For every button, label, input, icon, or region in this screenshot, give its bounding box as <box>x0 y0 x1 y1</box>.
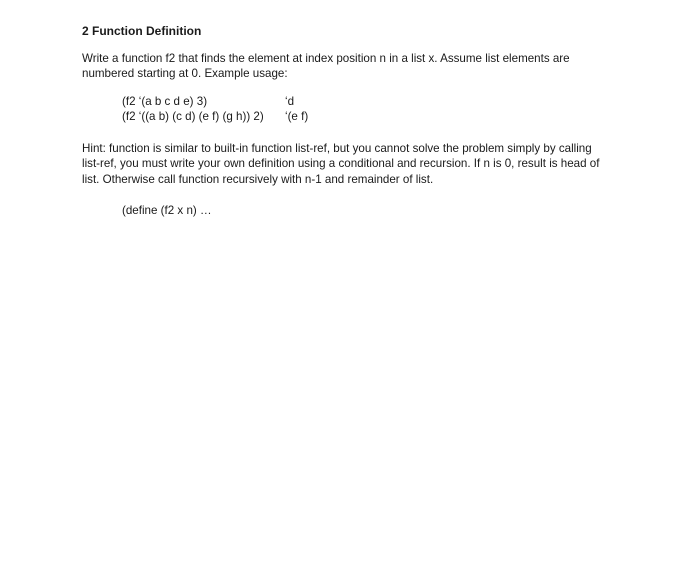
document-page <box>82 24 612 219</box>
example-usage-block <box>122 94 612 125</box>
example-row <box>122 109 612 125</box>
section-heading: 2 Function Definition <box>82 24 202 38</box>
example-result: ‘d <box>285 94 295 108</box>
example-result: ‘(e f) <box>285 110 309 123</box>
define-stub: (define (f2 x n) … <box>122 204 212 217</box>
example-row <box>122 94 612 110</box>
intro-paragraph: Write a function f2 that finds the element at index position n in a list x. Assume list elements are numbered starting at 0. Example usage: <box>82 51 570 80</box>
hint-paragraph: Hint: function is similar to built-in function list-ref, but you cannot solve the problem simply by calling list-ref, you must write your own definition using a conditional and recursion. If n is 0, result is head of list. Otherwise call function recursively with n-1 and remainder of list. <box>82 141 600 186</box>
example-call: (f2 ‘((a b) (c d) (e f) (g h)) 2) <box>122 110 264 123</box>
example-call: (f2 ‘(a b c d e) 3) <box>122 94 208 108</box>
